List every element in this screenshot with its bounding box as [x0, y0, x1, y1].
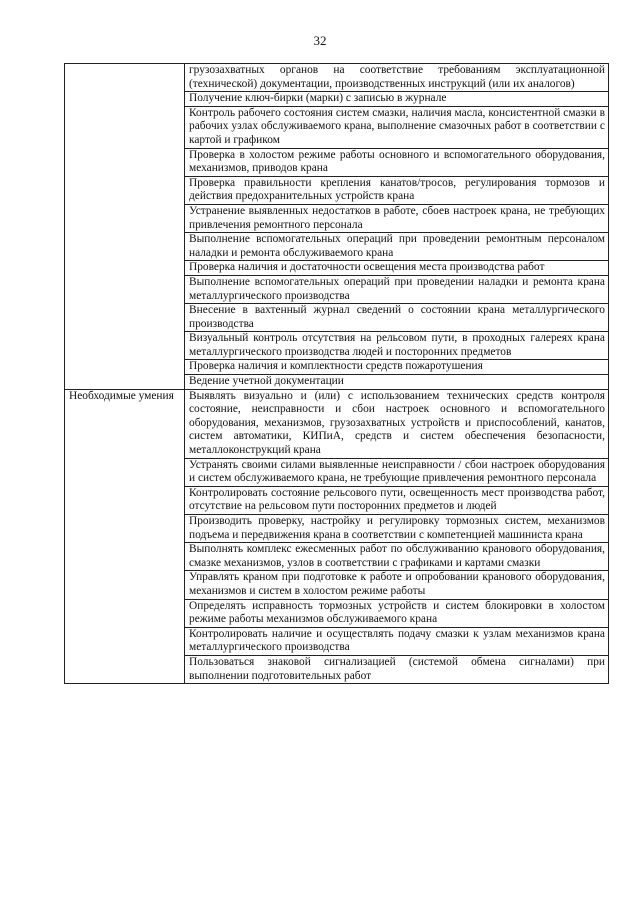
section-label: Необходимые умения: [65, 389, 185, 683]
requirement-item: Внесение в вахтенный журнал сведений о состоянии крана металлургического производства: [185, 304, 609, 332]
requirement-item: Проверка наличия и комплектности средств пожаротушения: [185, 360, 609, 375]
requirement-item: Пользоваться знаковой сигнализацией (системой обмена сигналами) при выполнении подготовительных работ: [185, 655, 609, 683]
requirement-item: грузозахватных органов на соответствие требованиям эксплуатационной (технической) документации, производственных инструкций (или их аналогов): [185, 64, 609, 92]
requirement-item: Получение ключ-бирки (марки) с записью в журнале: [185, 92, 609, 107]
requirement-item: Производить проверку, настройку и регулировку тормозных систем, механизмов подъема и передвижения крана в соответствии с компетенцией машиниста крана: [185, 515, 609, 543]
requirement-item: Визуальный контроль отсутствия на рельсовом пути, в проходных галереях крана металлургического производства людей и посторонних предметов: [185, 332, 609, 360]
requirement-item: Проверка в холостом режиме работы основного и вспомогательного оборудования, механизмов, приводов крана: [185, 148, 609, 176]
table-row: [65, 64, 609, 92]
requirement-item: Выполнение вспомогательных операций при проведении ремонтным персоналом наладки и ремонта обслуживаемого крана: [185, 233, 609, 261]
requirement-item: Контролировать состояние рельсового пути, освещенность мест производства работ, отсутствие на рельсовом пути посторонних предметов и людей: [185, 486, 609, 514]
requirement-item: Управлять краном при подготовке к работе и опробовании кранового оборудования, механизмов и систем в холостом режиме работы: [185, 571, 609, 599]
requirement-item: Выполнение вспомогательных операций при проведении наладки и ремонта крана металлургического производства: [185, 275, 609, 303]
requirement-item: Устранять своими силами выявленные неисправности / сбои настроек оборудования и систем обслуживаемого крана, не требующие привлечения ремонтного персонала: [185, 458, 609, 486]
section-label: [65, 64, 185, 390]
requirement-item: Контролировать наличие и осуществлять подачу смазки к узлам механизмов крана металлургического производства: [185, 627, 609, 655]
requirement-item: Контроль рабочего состояния систем смазки, наличия масла, консистентной смазки в рабочих узлах обслуживаемого крана, выполнение смазочных работ в соответствии с картой и графиком: [185, 106, 609, 148]
competency-table: [64, 63, 609, 684]
requirement-item: Проверка наличия и достаточности освещения места производства работ: [185, 261, 609, 276]
requirement-item: Устранение выявленных недостатков в работе, сбоев настроек крана, не требующих привлечения ремонтного персонала: [185, 204, 609, 232]
page-number: 32: [313, 33, 327, 48]
requirement-item: Выполнять комплекс ежесменных работ по обслуживанию кранового оборудования, смазке механизмов, узлов в соответствии с графиками и картами смазки: [185, 543, 609, 571]
requirement-item: Проверка правильности крепления канатов/тросов, регулирования тормозов и действия предохранительных устройств крана: [185, 176, 609, 204]
requirement-item: Выявлять визуально и (или) с использованием технических средств контроля состояние, неисправности и сбои настроек основного и вспомогательного оборудования, механизмов, грузозахватных устройств и приспособлений, канатов, систем автоматики, КИПиА, средств и систем обеспечения безопасности, металлоконструкций крана: [185, 389, 609, 458]
requirement-item: Определять исправность тормозных устройств и систем блокировки в холостом режиме работы механизмов обслуживаемого крана: [185, 599, 609, 627]
requirement-item: Ведение учетной документации: [185, 375, 609, 390]
table-row: [65, 389, 609, 458]
